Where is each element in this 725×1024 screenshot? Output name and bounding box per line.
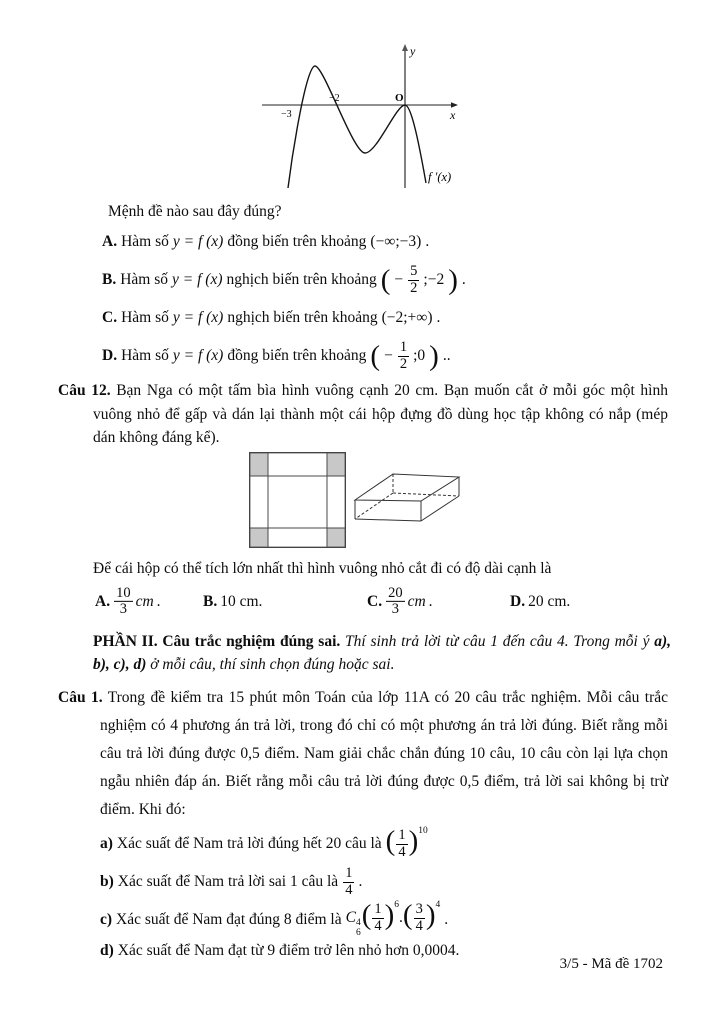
c1-statement <box>58 684 668 824</box>
option-text: đồng biến trên khoảng <box>227 347 367 364</box>
q12-option-d <box>510 593 573 611</box>
box-top-rim <box>355 474 459 501</box>
denominator: 4 <box>415 917 423 934</box>
option-label: D. <box>510 592 526 610</box>
probability-formula: ( $\frac{1}{4}$ )$^{10}$ <box>385 825 428 861</box>
c1-item-a <box>100 824 668 864</box>
q12-figures <box>249 452 668 552</box>
exponent: 10 <box>418 826 428 837</box>
option-text: Hàm số <box>121 309 169 326</box>
c1-item-b <box>100 864 668 901</box>
option-text: nghịch biến trên khoảng <box>227 309 378 326</box>
box-hidden-edge <box>355 493 393 519</box>
fraction <box>372 902 383 934</box>
q11-option-b: B. Hàm số y = f (x) nghịch biến trên khoảng ( − $\frac{5}{2}$ ;−2 ) . <box>102 262 466 296</box>
combination-symbol: C <box>345 909 356 927</box>
option-label: A. <box>95 592 111 610</box>
option-end: . <box>156 592 161 610</box>
option-end: .. <box>442 347 451 364</box>
denominator: 4 <box>345 881 353 898</box>
item-text: Xác suất để Nam trả lời sai 1 câu là <box>117 873 339 890</box>
denominator: 4 <box>374 917 382 934</box>
option-label: C. <box>367 592 383 610</box>
page-footer: 3/5 - Mã đề 1702 <box>559 956 663 972</box>
c1-item-c <box>100 901 668 939</box>
exponent: 4 <box>435 900 441 911</box>
denominator: 2 <box>410 279 418 296</box>
x-axis-arrow-icon <box>451 102 458 108</box>
combination-scripts <box>356 919 361 939</box>
q12-statement <box>58 379 668 450</box>
square-net-figure <box>249 452 346 548</box>
x-axis-label: x <box>450 108 456 122</box>
q11-option-c <box>102 299 668 337</box>
part2-heading <box>93 630 671 676</box>
box-bottom-front <box>355 519 421 521</box>
box-hidden-edge <box>393 493 459 496</box>
unit: cm <box>135 592 154 610</box>
fraction <box>398 340 409 372</box>
c1-text: Trong đề kiểm tra 15 phút môn Toán của lớp 11A có 20 câu trắc nghiệm. Mỗi câu trắc nghiệm có 4 phương án trả lời, trong đó chỉ có một phương án trả lời đúng. Biết rằng mỗi câu trả lời đúng được 0,5 điểm. Nam giải chắc chắn đúng 10 câu, 10 câu còn lại lựa chọn ngẫu nhiên đáp án. Biết rằng mỗi câu trả lời đúng được 0,5 điểm, trả lời sai không bị trừ điểm. Khi đó: <box>100 688 668 818</box>
fraction <box>114 585 133 617</box>
corner-cut-square <box>328 528 346 547</box>
derivative-graph <box>258 38 465 188</box>
option-text: Hàm số <box>121 347 169 364</box>
exponent: 6 <box>394 900 400 911</box>
numerator: 10 <box>116 584 131 601</box>
interval: (−2;+∞) <box>381 309 433 326</box>
interval: (−∞;−3) <box>370 233 422 250</box>
corner-cut-square <box>250 528 268 547</box>
numerator: 3 <box>415 901 423 918</box>
multiply-dot: . <box>399 909 403 927</box>
option-text: Hàm số <box>121 233 169 250</box>
corner-cut-square <box>250 453 268 476</box>
q12-options-row <box>58 580 668 624</box>
function-expression: y = f (x) <box>172 233 224 250</box>
q11-option-d: D. Hàm số y = f (x) đồng biến trên khoảng ( − $\frac{1}{2}$ ;0 ) .. <box>102 338 451 372</box>
open-box-figure <box>352 472 462 524</box>
denominator: 2 <box>399 355 408 372</box>
option-text: Hàm số <box>120 271 169 288</box>
item-end: . <box>358 873 363 890</box>
part2-instruction: ở mỗi câu, thí sinh chọn đúng hoặc sai. <box>150 655 395 673</box>
c1-label: Câu 1. <box>58 688 103 706</box>
option-label: B. <box>102 271 117 288</box>
corner-cut-square <box>328 453 346 476</box>
option-text: nghịch biến trên khoảng <box>226 271 377 288</box>
unit: cm <box>407 592 426 610</box>
option-end: . <box>428 592 433 610</box>
option-end: . <box>425 233 430 250</box>
y-axis-label: y <box>410 44 416 58</box>
item-label: a) <box>100 834 113 852</box>
item-label: b) <box>100 873 114 890</box>
numerator: 20 <box>388 584 403 601</box>
q12-option-c <box>367 585 436 617</box>
tick-minus3: −3 <box>281 109 292 120</box>
option-text: đồng biến trên khoảng <box>227 233 367 250</box>
tick-minus2: −2 <box>329 93 340 104</box>
numerator: 1 <box>374 901 382 918</box>
origin-label: O <box>395 92 404 104</box>
fraction <box>343 866 354 898</box>
fprime-label: f ′(x) <box>428 170 452 184</box>
q12-option-b <box>203 593 265 611</box>
q11-question: Mệnh đề nào sau đây đúng? <box>108 203 282 220</box>
subscript: 6 <box>355 928 361 938</box>
item-label: c) <box>100 910 113 928</box>
numerator: 5 <box>410 262 418 279</box>
numerator: 1 <box>399 338 408 355</box>
fraction <box>414 902 425 934</box>
option-label: C. <box>102 309 118 326</box>
function-expression: y = f (x) <box>172 271 223 288</box>
item-text: Xác suất để Nam đạt từ 9 điểm trở lên nhỏ hơn 0,0004. <box>117 942 460 959</box>
denominator: 4 <box>398 844 406 861</box>
option-label: B. <box>203 592 218 610</box>
part2-instruction: Thí sinh trả lời từ câu 1 đến câu 4. Trong mỗi ý <box>345 632 650 650</box>
item-label: d) <box>100 942 114 959</box>
option-end: . <box>436 309 441 326</box>
item-text: Xác suất để Nam trả lời đúng hết 20 câu là <box>116 834 382 852</box>
fraction <box>408 264 419 296</box>
q12-text: Bạn Nga có một tấm bìa hình vuông cạnh 20 cm. Bạn muốn cắt ở mỗi góc một hình vuông nhỏ để gấp và dán lại thành một cái hộp đựng đồ dùng học tập không có nắp (mép dán không đáng kể). <box>93 382 668 446</box>
fraction <box>386 585 405 617</box>
minus-sign: − <box>394 271 404 288</box>
numerator: 1 <box>345 864 353 881</box>
option-label: D. <box>102 347 118 364</box>
interval-rest: ;−2 <box>423 271 445 288</box>
superscript: 4 <box>355 918 361 929</box>
combination-formula: C 4 6 ( $\frac{1}{4}$ )$^6$.( $\frac{3}{4}$ )$^4$ <box>345 899 441 938</box>
function-expression: y = f (x) <box>172 309 224 326</box>
item-end: . <box>444 910 449 928</box>
option-text: 10 cm. <box>220 592 263 610</box>
denominator: 3 <box>119 601 127 617</box>
q11-option-a <box>102 223 668 261</box>
numerator: 1 <box>398 827 406 844</box>
part2-title: PHẦN II. Câu trắc nghiệm đúng sai. <box>93 632 341 650</box>
box-bottom-right <box>421 496 459 521</box>
y-axis-arrow-icon <box>402 44 408 51</box>
q12-question: Để cái hộp có thể tích lớn nhất thì hình vuông nhỏ cắt đi có độ dài cạnh là <box>93 559 552 577</box>
q12-label: Câu 12. <box>58 382 111 399</box>
part2-item-letters: a), b), c), d) <box>93 632 672 673</box>
fraction <box>396 828 407 860</box>
derivative-graph-figure <box>58 0 668 193</box>
q12-option-a <box>95 585 164 617</box>
option-end: . <box>461 271 466 288</box>
item-text: Xác suất để Nam đạt đúng 8 điểm là <box>116 910 342 928</box>
denominator: 3 <box>391 601 399 617</box>
minus-sign: − <box>384 347 393 364</box>
interval-rest: ;0 <box>413 347 426 364</box>
option-label: A. <box>102 233 118 250</box>
function-expression: y = f (x) <box>172 347 224 364</box>
option-text: 20 cm. <box>528 592 571 610</box>
